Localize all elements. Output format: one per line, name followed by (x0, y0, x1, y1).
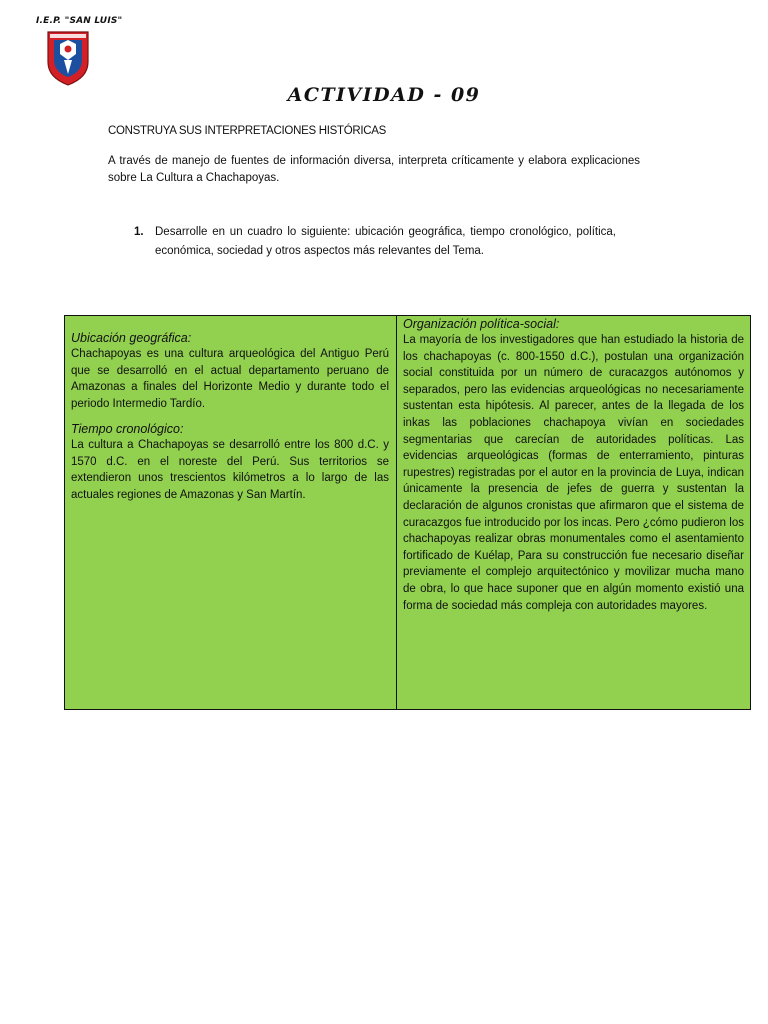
page-title: ACTIVIDAD - 09 (287, 84, 481, 106)
task-item (134, 223, 616, 261)
info-table (64, 315, 751, 710)
school-crest-icon (46, 30, 90, 86)
subtitle: CONSTRUYA SUS INTERPRETACIONES HISTÓRICAS (108, 125, 387, 137)
school-name: I.E.P. "SAN LUIS" (36, 16, 123, 26)
table-cell-left (65, 316, 397, 709)
table-cell-right (397, 316, 750, 709)
task-number: 1. (134, 226, 144, 238)
intro-paragraph: A través de manejo de fuentes de información diversa, interpreta críticamente y elabora explicaciones sobre La Cultura a Chachapoyas. (108, 155, 640, 184)
text-tiempo: La cultura a Chachapoyas se desarrolló entre los 800 d.C. y 1570 d.C. en el noreste del Perú. Sus territorios se extendieron unos trescientos kilómetros a lo largo de las actuales regiones de Amazonas y San Martín. (71, 439, 389, 501)
heading-tiempo: Tiempo cronológico: (71, 422, 184, 436)
heading-organizacion: Organización política-social: (403, 317, 560, 331)
text-ubicacion: Chachapoyas es una cultura arqueológica del Antiguo Perú que se desarrolló en el actual departamento peruano de Amazonas a finales del Horizonte Medio y durante todo el periodo Intermedio Tardío. (71, 348, 389, 410)
heading-ubicacion: Ubicación geográfica: (71, 331, 192, 345)
text-organizacion: La mayoría de los investigadores que han estudiado la historia de los chachapoyas (c. 800-1550 d.C.), postulan una organización social constituida por un número de curacazgos autónomos y separados, pero las evidencias arqueológicas no necesariamente sustentan esta hipótesis. Al parecer, antes de la llegada de los inkas las poblaciones chachapoya vivían en sociedades segmentarias que carecían de autoridades políticas. Las evidencias arqueológicas (formas de enterramiento, pinturas rupestres) registradas por el autor en la provincia de Luya, indican únicamente la presencia de jefes de guerra y sustentan la declaración de algunos cronistas que afirmaron que el sistema de curacazgos fue introducido por los incas. Pero ¿cómo pudieron los chachapoyas realizar obras monumentales como el asentamiento fortificado de Kuélap, Para su construcción fue necesario diseñar previamente el complejo arquitectónico y movilizar mucha mano de obra, lo que hace suponer que en algún momento existió una forma de sociedad más compleja con autoridades mayores. (403, 334, 744, 612)
task-text: Desarrolle en un cuadro lo siguiente: ubicación geográfica, tiempo cronológico, política, económica, sociedad y otros aspectos más relevantes del Tema. (155, 226, 616, 257)
spacer (71, 412, 389, 421)
